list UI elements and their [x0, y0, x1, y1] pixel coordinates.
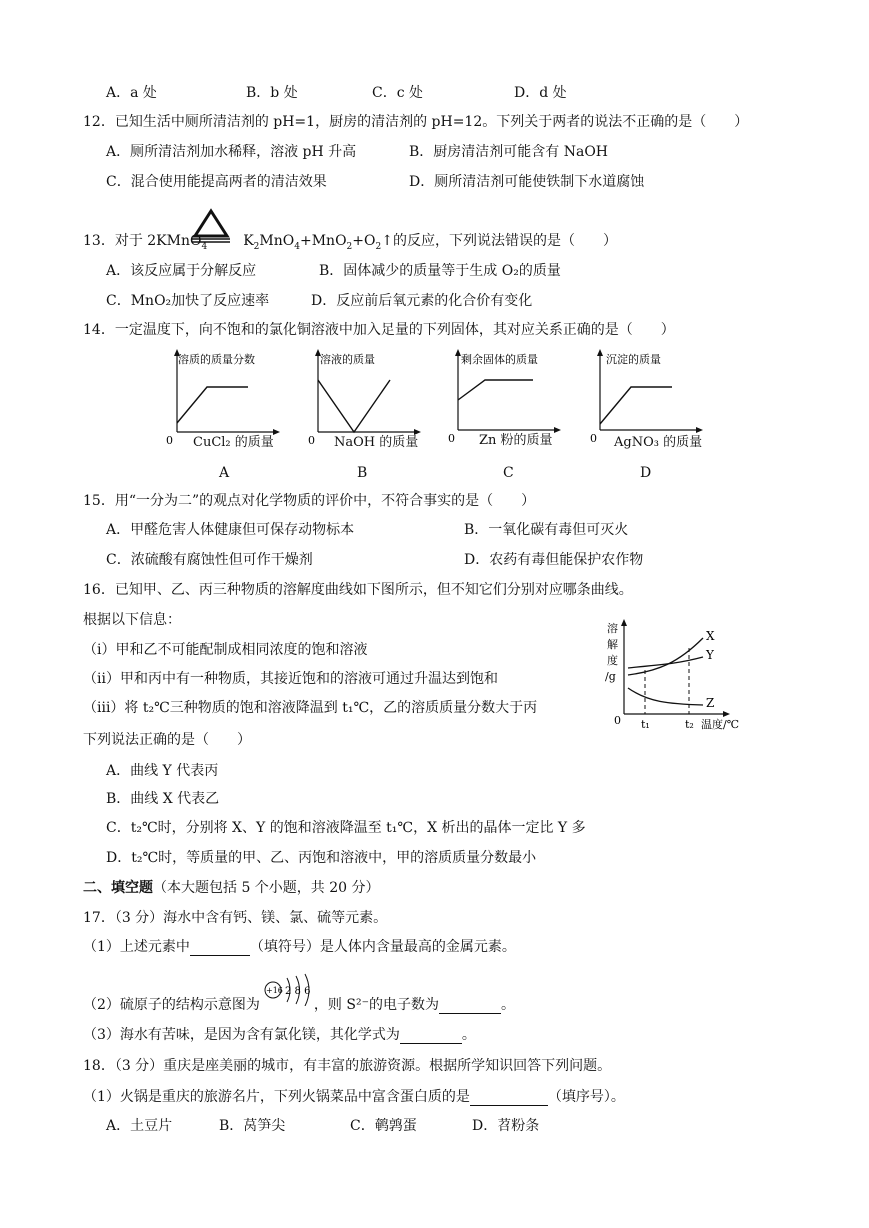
- q17-blank-2[interactable]: [439, 999, 501, 1014]
- q16-info-title: 根据以下信息：: [83, 612, 181, 628]
- q15-option-b: B．一氧化碳有毒但可灭火: [464, 522, 629, 538]
- q15-option-a: A．甲醛危害人体健康但可保存动物标本: [106, 522, 355, 538]
- atom-nucleus-label: +16: [266, 986, 283, 995]
- q13-option-a: A．该反应属于分解反应: [106, 263, 257, 279]
- q16-option-d: D．t₂℃时，等质量的甲、乙、丙饱和溶液中，甲的溶质质量分数最小: [106, 850, 537, 866]
- q15-option-d: D．农药有毒但能保护农作物: [464, 552, 644, 568]
- q14-graph-c-ylabel: 剩余固体的质量: [461, 353, 538, 366]
- q16-solubility-graph: [598, 618, 758, 736]
- q13-option-b: B．固体减少的质量等于生成 O₂的质量: [319, 263, 561, 279]
- q18-blank-1[interactable]: [470, 1091, 548, 1106]
- q17-part-3: （3）海水有苦味，是因为含有氯化镁，其化学式为 。: [83, 1027, 476, 1043]
- q15-stem: 15．用“一分为二”的观点对化学物质的评价中，不符合事实的是（ ）: [83, 493, 536, 509]
- q16-graph-ylabel-3: 度: [607, 654, 618, 667]
- q16-graph-t1: t₁: [641, 718, 650, 731]
- q15-option-c: C．浓硫酸有腐蚀性但可作干燥剂: [106, 552, 313, 568]
- q14-graph-d-xlabel: AgNO₃ 的质量: [614, 435, 703, 450]
- q14-graph-d: [586, 348, 711, 448]
- q14-graph-a-ylabel: 溶质的质量分数: [178, 353, 255, 366]
- q16-graph-curve-y: Y: [706, 648, 714, 662]
- q16-graph-curve-x: X: [706, 629, 715, 643]
- q14-graph-c-xlabel: Zn 粉的质量: [479, 433, 553, 448]
- q16-graph-ylabel-1: 溶: [607, 622, 618, 635]
- q16-option-b: B．曲线 X 代表乙: [106, 791, 220, 807]
- q14-graph-b: [303, 348, 428, 448]
- q11-option-a: A．a 处: [106, 85, 157, 101]
- q16-graph-origin: 0: [614, 714, 621, 727]
- section-2-heading: 二、填空题（本大题包括 5 个小题，共 20 分）: [83, 880, 380, 896]
- q18-option-a: A．土豆片: [106, 1118, 173, 1134]
- q13-option-c: C．MnO₂加快了反应速率: [106, 293, 270, 309]
- q14-graph-b-xlabel: NaOH 的质量: [334, 435, 419, 450]
- q17-part-2: （2）硫原子的结构示意图为 ，则 S²⁻的电子数为 。: [83, 997, 515, 1013]
- q14-graph-a-origin: 0: [166, 434, 173, 447]
- q16-ask: 下列说法正确的是（ ）: [83, 732, 251, 748]
- q12-option-d: D．厕所清洁剂可能使铁制下水道腐蚀: [409, 174, 645, 190]
- q11-option-b: B．b 处: [246, 85, 298, 101]
- q12-option-b: B．厨房清洁剂可能含有 NaOH: [409, 144, 609, 160]
- q14-graph-b-letter: B: [357, 465, 368, 481]
- q16-info-2: （ⅱ）甲和丙中有一种物质，其接近饱和的溶液可通过升温达到饱和: [83, 671, 498, 687]
- q18-option-c: C．鹌鹑蛋: [350, 1118, 417, 1134]
- q16-graph-ylabel-4: /g: [605, 670, 616, 683]
- q12-option-a: A．厕所清洁剂加水稀释，溶液 pH 升高: [106, 144, 357, 160]
- q16-option-c: C．t₂℃时，分别将 X、Y 的饱和溶液降温至 t₁℃，X 析出的晶体一定比 Y 多: [106, 820, 586, 836]
- q18-part-1: （1）火锅是重庆的旅游名片，下列火锅菜品中富含蛋白质的是 （填序号）。: [83, 1089, 625, 1105]
- q14-graph-b-origin: 0: [308, 434, 315, 447]
- q13-stem: 13．对于 2KMnO$_4$ $K_2MnO_4+MnO_2+O_2↑$的反应，下列说法错误的是（ ）: [83, 233, 617, 252]
- q17-blank-3[interactable]: [400, 1029, 462, 1044]
- q14-graph-d-origin: 0: [590, 432, 597, 445]
- q14-graph-d-ylabel: 沉淀的质量: [606, 353, 661, 366]
- q14-graph-b-ylabel: 溶液的质量: [320, 353, 375, 366]
- q16-info-1: （ⅰ）甲和乙不可能配制成相同浓度的饱和溶液: [83, 642, 368, 658]
- q16-graph-curve-z: Z: [706, 696, 715, 710]
- q14-graph-a: [160, 348, 285, 448]
- q16-graph-t2: t₂: [685, 718, 694, 731]
- q16-info-3: （ⅲ）将 t₂℃三种物质的饱和溶液降温到 t₁℃，乙的溶质质量分数大于丙: [83, 700, 538, 716]
- q11-option-d: D．d 处: [514, 85, 567, 101]
- q16-stem: 16．已知甲、乙、丙三种物质的溶解度曲线如下图所示，但不知它们分别对应哪条曲线。: [83, 582, 633, 598]
- q16-option-a: A．曲线 Y 代表丙: [106, 763, 219, 779]
- q14-graph-a-letter: A: [219, 465, 230, 481]
- q13-option-d: D．反应前后氧元素的化合价有变化: [311, 293, 533, 309]
- heat-triangle-icon: [190, 208, 232, 244]
- q18-stem: 18．（3 分）重庆是座美丽的城市，有丰富的旅游资源。根据所学知识回答下列问题。: [83, 1058, 612, 1074]
- q17-stem: 17．（3 分）海水中含有钙、镁、氯、硫等元素。: [83, 910, 388, 926]
- q14-stem: 14．一定温度下，向不饱和的氯化铜溶液中加入足量的下列固体，其对应关系正确的是（ ）: [83, 322, 675, 338]
- q14-graph-a-xlabel: CuCl₂ 的质量: [193, 435, 274, 450]
- q17-blank-1[interactable]: [190, 941, 250, 956]
- q11-option-c: C．c 处: [372, 85, 424, 101]
- atom-shell-label: 2 8 6: [285, 986, 311, 997]
- q17-part-1: （1）上述元素中 （填符号）是人体内含量最高的金属元素。: [83, 939, 516, 955]
- q16-graph-xlabel: 温度/℃: [701, 718, 740, 731]
- q14-graph-d-letter: D: [640, 465, 652, 481]
- q12-stem: 12．已知生活中厕所清洁剂的 pH=1，厨房的清洁剂的 pH=12。下列关于两者的说法不正确的是（ ）: [83, 114, 749, 130]
- q18-option-b: B．莴笋尖: [219, 1118, 286, 1134]
- q14-graph-c-letter: C: [503, 465, 514, 481]
- q12-option-c: C．混合使用能提高两者的清洁效果: [106, 174, 327, 190]
- q16-graph-ylabel-2: 解: [607, 638, 618, 651]
- q18-option-d: D．苕粉条: [472, 1118, 540, 1134]
- q14-graph-c-origin: 0: [448, 432, 455, 445]
